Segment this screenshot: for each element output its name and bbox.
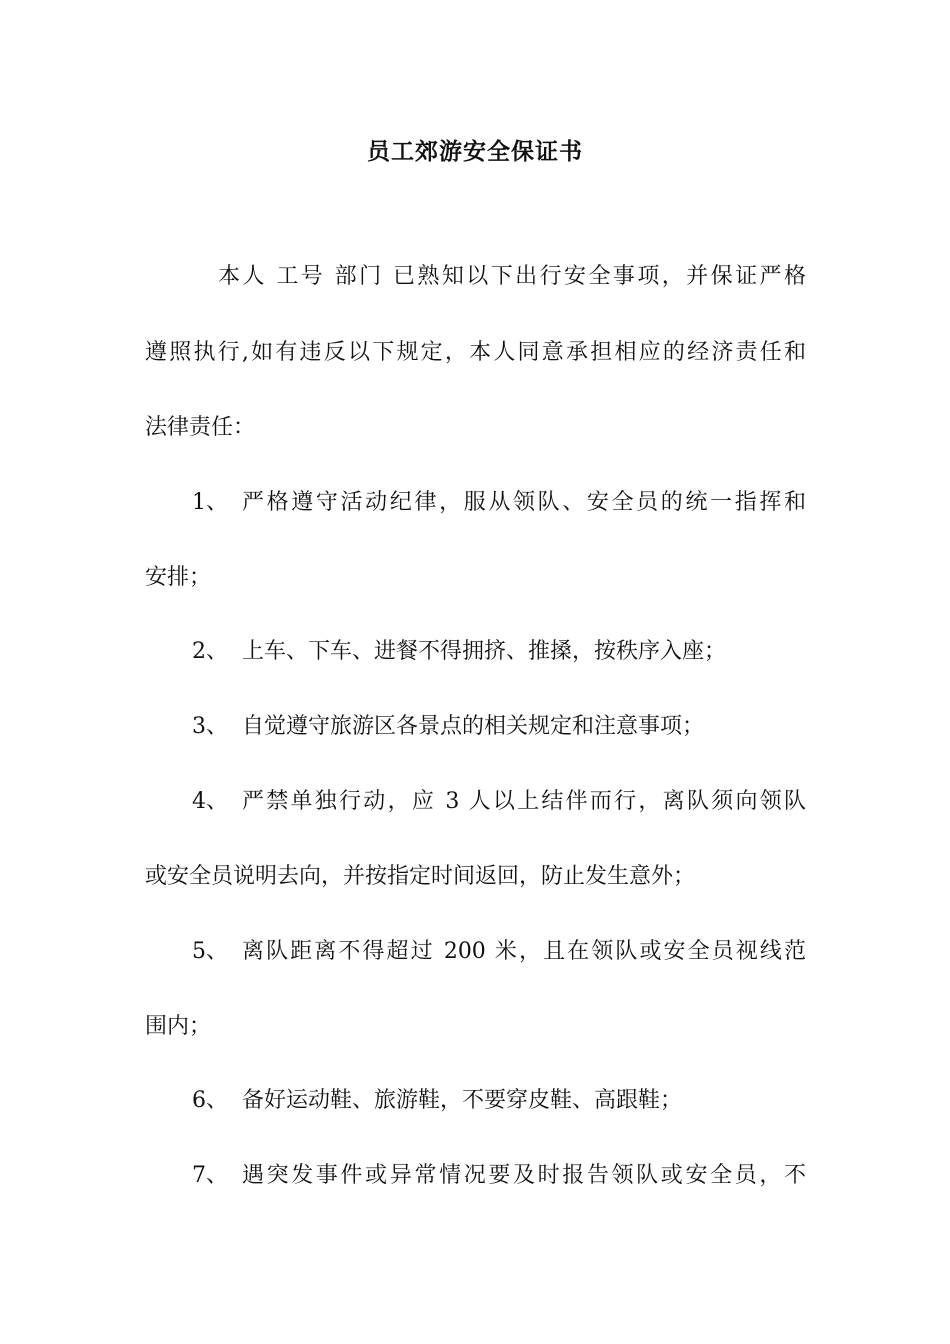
item-4-number: 4、 [192,789,228,814]
document-title: 员工郊游安全保证书 [367,138,583,165]
item-1-line-1: 严格遵守活动纪律，服从领队、安全员的统一指挥和 [242,490,806,515]
item-6-line-1: 备好运动鞋、旅游鞋，不要穿皮鞋、高跟鞋； [242,1088,683,1113]
item-4-line-1: 严禁单独行动，应 3 人以上结伴而行，离队须向领队 [242,789,806,814]
item-4-line-2: 或安全员说明去向，并按指定时间返回，防止发生意外； [145,864,696,889]
item-6-number: 6、 [192,1088,228,1113]
item-5-line-1: 离队距离不得超过 200 米，且在领队或安全员视线范 [242,939,806,964]
item-7-line-1: 遇突发事件或异常情况要及时报告领队或安全员，不 [242,1163,806,1188]
intro-line-2: 遵照执行,如有违反以下规定，本人同意承担相应的经济责任和 [145,340,806,365]
item-3-line-1: 自觉遵守旅游区各景点的相关规定和注意事项； [242,714,705,739]
item-1-number: 1、 [192,490,228,515]
item-5-line-2: 围内； [145,1014,212,1039]
intro-line-3: 法律责任： [145,415,256,440]
item-5-number: 5、 [192,939,228,964]
item-7-number: 7、 [192,1163,228,1188]
item-3-number: 3、 [192,714,228,739]
item-2-line-1: 上车、下车、进餐不得拥挤、推搡，按秩序入座； [242,639,727,664]
item-2-number: 2、 [192,639,228,664]
item-1-line-2: 安排； [145,565,212,590]
intro-line-1: 本人 工号 部门 已熟知以下出行安全事项，并保证严格 [218,264,806,289]
